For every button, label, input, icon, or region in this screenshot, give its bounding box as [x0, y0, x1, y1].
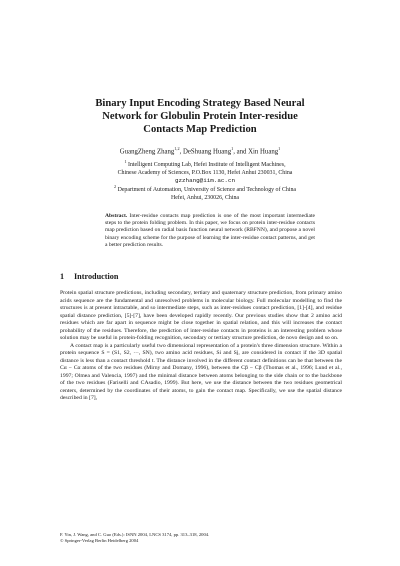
author-list — [40, 144, 360, 156]
body-text — [60, 290, 342, 403]
author-1: GuangZheng Zhang — [119, 148, 175, 156]
paragraph-2: A contact map is a particularly useful two dimensional representation of a protein's three dimension structure. Within a protein sequence S = (S1, S2, ···, SN), two amino acid residues, Si and Sj, are considered in contact if the 3D spatial distance is less than a contact threshold t. The distance involved in the different contact definitions can be that between the Cα − Cα atoms of the two residues (Mirny and Domany, 1996), between the Cβ − Cβ (Thomas et al., 1996; Lund et al., 1997; Olmea and Valencia, 1997) and the minimal distance between atoms belonging to the side chain or to the backbone of the two residues (Fariselli and CAsadio, 1999). But here, we use the distance between the two residues geometrical centers, determined by the coordinates of their atoms, to gain the contact map. Specifically, we use the spatial distance described in [7], — [60, 342, 342, 401]
paragraph-1: Protein spatial structure predictions, including secondary, tertiary and quaternary structure prediction, from primary amino acids sequence are the fundamental and unresolved problems in molecular biology. Full molecular modelling to find the structures is at present intractable, and so intermediate steps, such as inter-residues contact prediction, [1]-[4], and residue spatial distance prediction, [5]-[7], have been developed rapidly recently. Our previous studies show that 2 amino acid residues which are far apart in sequence might be close together in spatial relation, and this will increases the contact probability of the residues. Therefore, the prediction of inter-residue contacts in proteins is an interesting problem whose solution may be useful in protein-folding recognition, secondary or tertiary structure prediction, de novo design and so on. — [60, 290, 342, 341]
author-3-affil-mark: 1 — [278, 146, 281, 151]
title-line-1: Binary Input Encoding Strategy Based Neural — [95, 98, 305, 109]
author-1-affil-mark: 1,2 — [174, 146, 180, 151]
paper-title — [60, 97, 340, 137]
title-line-3: Contacts Map Prediction — [143, 124, 257, 136]
section-number: 1 — [60, 272, 65, 281]
abstract-label: Abstract. — [105, 213, 128, 219]
affiliation-1 — [62, 158, 348, 185]
affiliation-2-mark: 2 — [113, 184, 117, 189]
author-email: gzzhang@iim.ac.cn — [174, 177, 236, 185]
title-line-2: Network for Globulin Protein Inter-residue — [102, 111, 298, 123]
copyright-line: © Springer-Verlag Berlin Heidelberg 2004 — [60, 537, 139, 543]
author-2: , DeShuang Huang — [179, 148, 232, 156]
abstract-text: Inter-residue contacts map prediction is one of the most important intermediate steps to the protein folding problem. In this paper, we focus on protein inter-residue contacts map prediction based on radial basis function neural network (RBFNN), and propose a novel binary encoding scheme for the purpose of learning the inter-residue contact patterns, and get a better prediction results. — [105, 213, 316, 248]
affiliation-2 — [62, 183, 348, 202]
abstract — [105, 213, 315, 249]
section-heading — [60, 272, 118, 282]
author-3: , and Xin Huang — [233, 148, 279, 156]
citation-line: F. Yin, J. Wang, and C. Guo (Eds.): ISNN 2004, LNCS 3174, pp. 313–318, 2004. — [60, 532, 210, 537]
affiliation-2-line-2: Hefei, Anhui, 230026, China — [170, 194, 240, 201]
section-title: Introduction — [74, 272, 119, 281]
affiliation-1-line-1: Intelligent Computing Lab, Hefei Institute of Intelligent Machines, — [128, 161, 286, 168]
affiliation-1-mark: 1 — [124, 159, 127, 164]
affiliation-1-line-2: Chinese Academy of Sciences, P.O.Box 1130, Hefei Anhui 230031, China — [117, 169, 293, 176]
author-2-affil-mark: 1 — [231, 146, 234, 151]
page-footer — [60, 532, 342, 543]
affiliation-2-line-1: Department of Automation, University of Science and Technology of China — [117, 186, 297, 193]
